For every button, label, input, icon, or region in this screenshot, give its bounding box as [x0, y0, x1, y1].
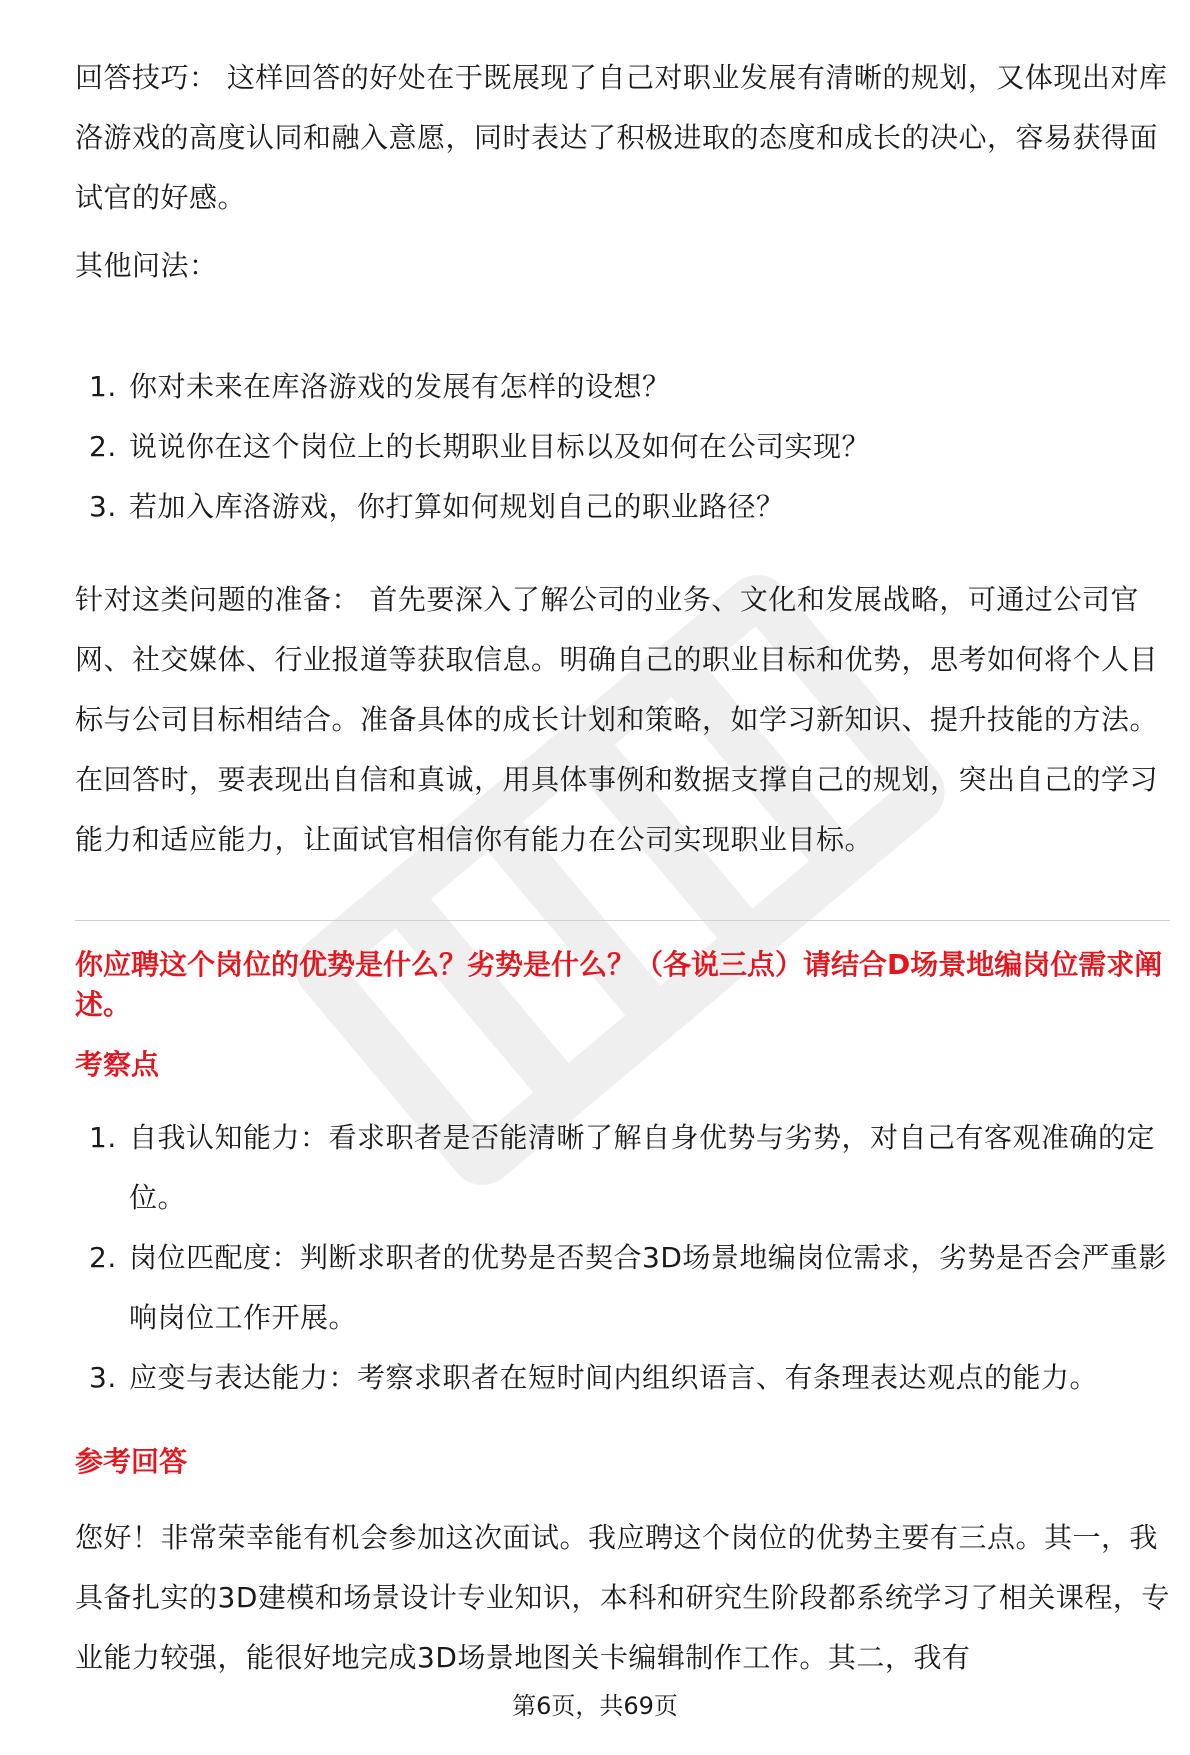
list-number: 3.: [89, 490, 117, 523]
focus-points-list: [75, 1108, 1175, 1408]
other-questions-list: [75, 357, 1175, 537]
reference-answer-paragraph: 您好！非常荣幸能有机会参加这次面试。我应聘这个岗位的优势主要有三点。其一，我具备扎实的3D建模和场景设计专业知识，本科和研究生阶段都系统学习了相关课程，专业能力较强，能很好地完成3D场景地图关卡编辑制作工作。其二，我有: [75, 1521, 1170, 1674]
list-item: [75, 357, 1175, 417]
list-item: [75, 1348, 1175, 1408]
interview-question-heading: 你应聘这个岗位的优势是什么？劣势是什么？（各说三点）请结合D场景地编岗位需求阐述。: [75, 948, 1163, 1021]
section-divider: [75, 920, 1170, 921]
list-item-text: 岗位匹配度：判断求职者的优势是否契合3D场景地编岗位需求，劣势是否会严重影响岗位工作开展。: [129, 1241, 1167, 1334]
list-number: 1.: [89, 370, 117, 403]
list-number: 1.: [89, 1121, 117, 1154]
preparation-paragraph: 针对这类问题的准备： 首先要深入了解公司的业务、文化和发展战略，可通过公司官网、社交媒体、行业报道等获取信息。明确自己的职业目标和优势，思考如何将个人目标与公司目标相结合。准备具体的成长计划和策略，如学习新知识、提升技能的方法。在回答时，要表现出自信和真诚，用具体事例和数据支撑自己的规划，突出自己的学习能力和适应能力，让面试官相信你有能力在公司实现职业目标。: [75, 583, 1159, 856]
list-item-text: 自我认知能力：看求职者是否能清晰了解自身优势与劣势，对自己有客观准确的定位。: [129, 1121, 1156, 1214]
list-item-text: 若加入库洛游戏，你打算如何规划自己的职业路径？: [129, 490, 785, 523]
list-item: [75, 1108, 1175, 1228]
list-item-text: 应变与表达能力：考察求职者在短时间内组织语言、有条理表达观点的能力。: [129, 1361, 1099, 1394]
list-item: [75, 417, 1175, 477]
list-number: 2.: [89, 1241, 117, 1274]
focus-points-label: 考察点: [75, 1048, 160, 1081]
list-item: [75, 477, 1175, 537]
list-item: [75, 1228, 1175, 1348]
list-item-text: 你对未来在库洛游戏的发展有怎样的设想？: [129, 370, 671, 403]
list-number: 3.: [89, 1361, 117, 1394]
answer-tip-paragraph: 回答技巧： 这样回答的好处在于既展现了自己对职业发展有清晰的规划，又体现出对库洛游戏的高度认同和融入意愿，同时表达了积极进取的态度和成长的决心，容易获得面试官的好感。: [75, 61, 1168, 214]
list-item-text: 说说你在这个岗位上的长期职业目标以及如何在公司实现？: [129, 430, 871, 463]
page-number-footer: 第6页，共69页: [512, 1692, 678, 1720]
reference-answer-label: 参考回答: [75, 1445, 188, 1478]
other-questions-label: 其他问法：: [75, 249, 218, 282]
list-number: 2.: [89, 430, 117, 463]
